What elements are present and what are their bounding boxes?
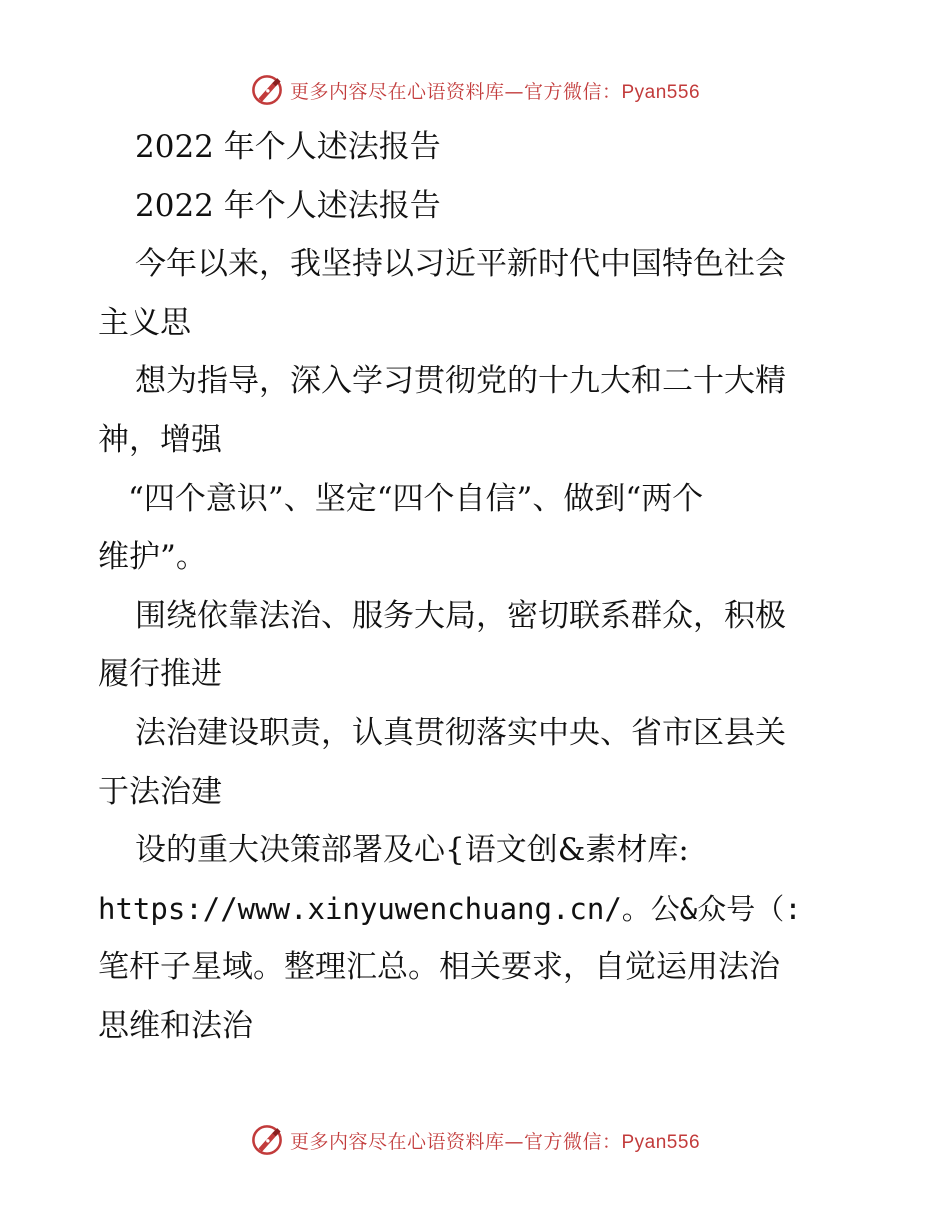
paragraph-line-url: https://www.xinyuwenchuang.cn/。公&众号（: bbox=[98, 891, 802, 926]
paragraph-line: 今年以来，我坚持以习近平新时代中国特色社会 bbox=[135, 246, 786, 283]
document-body bbox=[98, 118, 858, 1056]
paragraph-line: 法治建设职责，认真贯彻落实中央、省市区县关 bbox=[135, 714, 786, 751]
footer-watermark-banner bbox=[0, 1122, 950, 1158]
banner-text bbox=[290, 77, 700, 104]
banner-label: 更多内容尽在心语资料库—官方微信： bbox=[289, 80, 622, 103]
paragraph-line: 神，增强 bbox=[98, 421, 222, 458]
doc-title-line: 2022 年个人述法报告 bbox=[135, 129, 441, 165]
banner-wechat-id: Pyan556 bbox=[621, 81, 701, 103]
pen-logo-icon bbox=[250, 1123, 284, 1157]
paragraph-line: 维护”。 bbox=[98, 539, 207, 576]
banner-wechat-id: Pyan556 bbox=[621, 1131, 701, 1153]
banner-text bbox=[290, 1127, 700, 1154]
paragraph-line: 思维和法治 bbox=[98, 1007, 253, 1044]
header-watermark-banner bbox=[0, 72, 950, 108]
paragraph-line: 于法治建 bbox=[98, 773, 222, 810]
paragraph-line: 围绕依靠法治、服务大局，密切联系群众，积极 bbox=[135, 597, 786, 634]
paragraph-line: 想为指导，深入学习贯彻党的十九大和二十大精 bbox=[135, 363, 786, 400]
pen-logo-icon bbox=[250, 73, 284, 107]
paragraph-line: “四个意识”、坚定“四个自信”、做到“两个 bbox=[128, 480, 704, 517]
paragraph-line: 设的重大决策部署及心{语文创&素材库: bbox=[135, 832, 689, 869]
doc-title-line-repeat: 2022 年个人述法报告 bbox=[135, 187, 441, 224]
paragraph-line: 笔杆子星域。整理汇总。相关要求，自觉运用法治 bbox=[98, 949, 780, 986]
paragraph-line: 履行推进 bbox=[98, 656, 222, 693]
banner-label: 更多内容尽在心语资料库—官方微信： bbox=[289, 1130, 622, 1153]
paragraph-line: 主义思 bbox=[98, 304, 191, 341]
